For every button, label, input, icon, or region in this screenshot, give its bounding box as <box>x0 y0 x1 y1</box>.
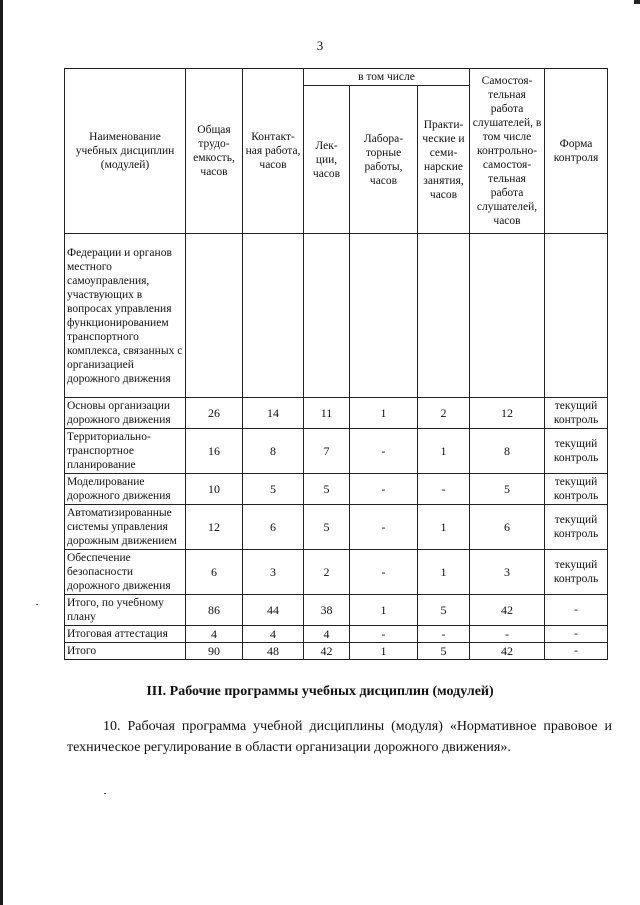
cell-lectures: 5 <box>304 474 350 505</box>
cell-contact: 6 <box>243 505 304 550</box>
cell-self: 42 <box>470 643 545 660</box>
header-labs: Лабора-торные работы, часов <box>350 86 418 234</box>
cell-name: Федерации и органов местного самоуправления, участвующих в вопросах управления функционированием транспортного комплекса, связанных с организацией дорожного движения <box>65 234 186 398</box>
cell-control: - <box>545 595 608 626</box>
curriculum-table <box>64 68 608 660</box>
table-row <box>65 643 608 660</box>
cell-contact: 3 <box>243 550 304 595</box>
table-row <box>65 626 608 643</box>
cell-total: 90 <box>186 643 243 660</box>
cell-self: 6 <box>470 505 545 550</box>
cell-lectures: 38 <box>304 595 350 626</box>
cell-lectures: 11 <box>304 398 350 429</box>
cell-contact: 14 <box>243 398 304 429</box>
cell-lectures <box>304 234 350 398</box>
cell-contact: 5 <box>243 474 304 505</box>
cell-name: Основы организации дорожного движения <box>65 398 186 429</box>
cell-total: 12 <box>186 505 243 550</box>
cell-control <box>545 234 608 398</box>
table-row <box>65 505 608 550</box>
cell-self: 42 <box>470 595 545 626</box>
scan-speck <box>36 604 38 605</box>
cell-name: Территориально-транспортное планирование <box>65 429 186 474</box>
table-row <box>65 429 608 474</box>
cell-labs: 1 <box>350 643 418 660</box>
cell-total: 26 <box>186 398 243 429</box>
cell-self <box>470 234 545 398</box>
header-control-form: Форма контроля <box>545 69 608 234</box>
cell-labs: - <box>350 474 418 505</box>
cell-labs <box>350 234 418 398</box>
cell-total: 86 <box>186 595 243 626</box>
cell-self: - <box>470 626 545 643</box>
cell-name: Обеспечение безопасности дорожного движения <box>65 550 186 595</box>
cell-control: текущий контроль <box>545 398 608 429</box>
cell-control: текущий контроль <box>545 474 608 505</box>
page-number: 3 <box>316 38 324 53</box>
cell-lectures: 7 <box>304 429 350 474</box>
scan-edge <box>0 0 3 905</box>
header-lectures: Лек-ции, часов <box>304 86 350 234</box>
table-row <box>65 234 608 398</box>
body-paragraph: 10. Рабочая программа учебной дисциплины (модуля) «Нормативное правовое и техническое регулирование в области организации дорожного движения». <box>67 719 612 755</box>
cell-name: Итоговая аттестация <box>65 626 186 643</box>
cell-control: текущий контроль <box>545 429 608 474</box>
cell-self: 5 <box>470 474 545 505</box>
cell-name: Итого, по учебному плану <box>65 595 186 626</box>
cell-total: 10 <box>186 474 243 505</box>
cell-total: 16 <box>186 429 243 474</box>
header-total-hours: Общая трудо-емкость, часов <box>186 69 243 234</box>
cell-name: Моделирование дорожного движения <box>65 474 186 505</box>
cell-practical: - <box>418 626 470 643</box>
cell-control: - <box>545 643 608 660</box>
cell-total: 6 <box>186 550 243 595</box>
header-contact-hours: Контакт-ная работа, часов <box>243 69 304 234</box>
table-row <box>65 398 608 429</box>
cell-practical: 5 <box>418 595 470 626</box>
cell-practical: - <box>418 474 470 505</box>
cell-labs: - <box>350 626 418 643</box>
cell-self: 8 <box>470 429 545 474</box>
cell-contact: 4 <box>243 626 304 643</box>
scan-speck <box>104 793 106 794</box>
cell-lectures: 2 <box>304 550 350 595</box>
cell-contact: 48 <box>243 643 304 660</box>
cell-self: 3 <box>470 550 545 595</box>
table-row <box>65 595 608 626</box>
cell-practical <box>418 234 470 398</box>
cell-lectures: 42 <box>304 643 350 660</box>
cell-name: Автоматизированные системы управления дорожным движением <box>65 505 186 550</box>
cell-labs: - <box>350 550 418 595</box>
cell-practical: 1 <box>418 505 470 550</box>
header-self-study: Самостоя-тельная работа слушателей, в том числе контрольно-самостоя-тельная работа слушателей, часов <box>470 69 545 234</box>
cell-control: текущий контроль <box>545 505 608 550</box>
header-including: в том числе <box>304 69 470 86</box>
scan-edge-corner <box>634 0 640 4</box>
cell-lectures: 4 <box>304 626 350 643</box>
header-name: Наименование учебных дисциплин (модулей) <box>65 69 186 234</box>
header-practical: Практи-ческие и семи-нарские занятия, часов <box>418 86 470 234</box>
table-row <box>65 474 608 505</box>
cell-total <box>186 234 243 398</box>
cell-contact: 44 <box>243 595 304 626</box>
cell-labs: 1 <box>350 595 418 626</box>
cell-practical: 1 <box>418 429 470 474</box>
cell-control: - <box>545 626 608 643</box>
cell-labs: - <box>350 505 418 550</box>
cell-contact <box>243 234 304 398</box>
section-heading: III. Рабочие программы учебных дисциплин (модулей) <box>146 684 494 699</box>
cell-labs: - <box>350 429 418 474</box>
cell-lectures: 5 <box>304 505 350 550</box>
cell-total: 4 <box>186 626 243 643</box>
cell-labs: 1 <box>350 398 418 429</box>
table-row <box>65 550 608 595</box>
cell-self: 12 <box>470 398 545 429</box>
cell-practical: 2 <box>418 398 470 429</box>
cell-contact: 8 <box>243 429 304 474</box>
cell-control: текущий контроль <box>545 550 608 595</box>
cell-practical: 5 <box>418 643 470 660</box>
cell-name: Итого <box>65 643 186 660</box>
cell-practical: 1 <box>418 550 470 595</box>
